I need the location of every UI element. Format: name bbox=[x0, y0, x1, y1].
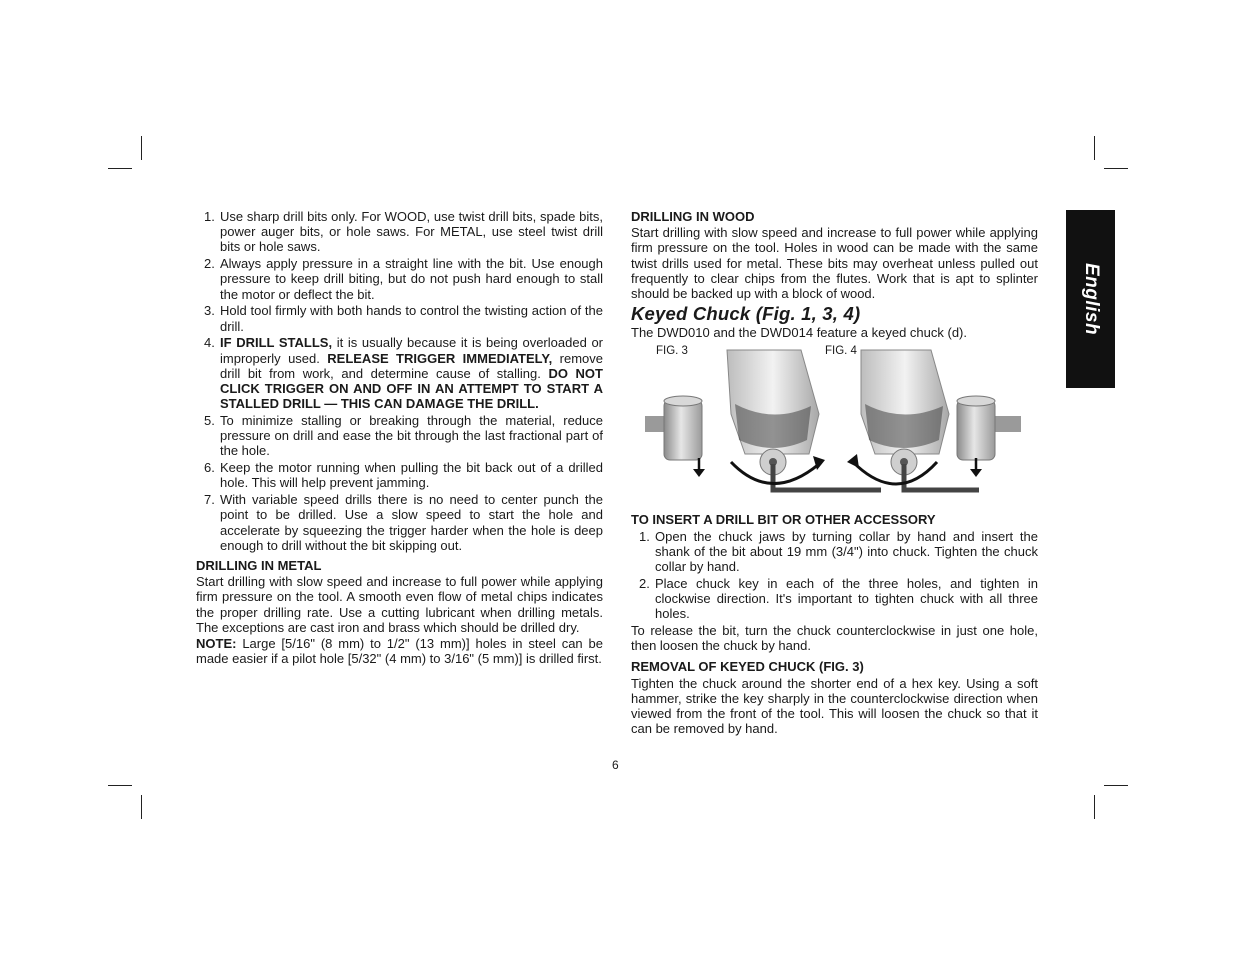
fig4-down-arrow-head bbox=[970, 469, 982, 477]
insert-bit-heading: TO INSERT A DRILL BIT OR OTHER ACCESSORY bbox=[631, 512, 936, 528]
fig4-rotation-arrow-head bbox=[847, 454, 859, 468]
crop-mark bbox=[1094, 136, 1095, 160]
crop-mark bbox=[141, 795, 142, 819]
fig3-cylinder bbox=[664, 400, 702, 460]
item-number: 4. bbox=[204, 335, 215, 351]
list-item bbox=[196, 492, 603, 553]
item-number: 2. bbox=[639, 575, 650, 591]
keyed-chuck-intro: The DWD010 and the DWD014 feature a keyed chuck (d). bbox=[631, 325, 967, 341]
item-text: Hold tool firmly with both hands to control the twisting action of the drill. bbox=[220, 303, 603, 334]
crop-mark bbox=[108, 168, 132, 169]
item-text: Use sharp drill bits only. For WOOD, use twist drill bits, spade bits, power auger bits, or hole saws. For METAL, use steel twist drill bits or hole saws. bbox=[220, 209, 603, 255]
language-tab bbox=[1066, 210, 1115, 388]
item-text: it is usually because it is being overloaded or improperly used. bbox=[220, 335, 604, 366]
crop-mark bbox=[1104, 168, 1128, 169]
fig4-cylinder bbox=[957, 400, 995, 460]
item-text: Open the chuck jaws by turning collar by hand and insert the shank of the bit about 19 mm (3/4") into chuck. Tighten the chuck collar by hand. bbox=[655, 528, 1038, 575]
fig4-drawing bbox=[847, 350, 1021, 490]
removal-heading: REMOVAL OF KEYED CHUCK (FIG. 3) bbox=[631, 659, 864, 675]
item-number: 5. bbox=[204, 413, 215, 429]
item-text: Keep the motor running when pulling the bit back out of a drilled hole. This will help prevent jamming. bbox=[220, 460, 603, 491]
chuck-figures bbox=[631, 344, 1038, 509]
item-number: 6. bbox=[204, 460, 215, 476]
item-text: Always apply pressure in a straight line with the bit. Use enough pressure to keep drill biting, but do not push hard enough to stall the motor or deflect the bit. bbox=[220, 256, 603, 302]
list-item bbox=[196, 413, 603, 459]
list-item bbox=[196, 209, 603, 255]
drilling-in-metal-text: Start drilling with slow speed and increase to full power while applying firm pressure on the tool. A smooth even flow of metal chips indicates the proper drilling rate. Use a cutting lubricant when drilling metals. The exceptions are cast iron and brass which should be drilled dry. bbox=[196, 574, 603, 635]
item-text: To minimize stalling or breaking through the material, reduce pressure on drill and ease the bit through the last fractional part of the hole. bbox=[220, 413, 603, 459]
item-number: 2. bbox=[204, 256, 215, 272]
keyed-chuck-illustration bbox=[631, 344, 1038, 509]
list-item bbox=[196, 256, 603, 302]
list-item bbox=[196, 335, 603, 411]
list-item bbox=[631, 576, 1038, 622]
insert-bit-list bbox=[631, 529, 1038, 622]
item-warning-text: DO NOT CLICK TRIGGER ON AND OFF IN AN ATTEMPT TO START A STALLED DRILL — THIS CAN DAMAGE THE DRILL. bbox=[220, 365, 603, 412]
drilling-in-wood-heading: DRILLING IN WOOD bbox=[631, 209, 755, 224]
right-column bbox=[631, 209, 1038, 736]
drilling-in-wood-text: Start drilling with slow speed and increase to full power while applying firm pressure on the tool. Holes in wood can be made with the same twist drills used for metal. These bits may overheat unless pulled out frequently to clear chips from the flutes. Work that is apt to splinter should be backed up with a block of wood. bbox=[631, 225, 1038, 302]
release-bit-text: To release the bit, turn the chuck counterclockwise in just one hole, then loosen the chuck by hand. bbox=[631, 623, 1038, 654]
item-text-bold: IF DRILL STALLS, bbox=[220, 335, 333, 351]
item-text: remove drill bit from work, and determine cause of stalling. bbox=[220, 350, 603, 381]
item-number: 1. bbox=[204, 209, 215, 224]
item-text: Place chuck key in each of the three holes, and tighten in clockwise direction. It's important to tighten chuck with all three holes. bbox=[655, 575, 1038, 622]
crop-mark bbox=[141, 136, 142, 160]
crop-mark bbox=[108, 785, 132, 786]
note-paragraph bbox=[196, 636, 603, 666]
list-item bbox=[196, 303, 603, 333]
page-number: 6 bbox=[612, 758, 619, 772]
item-number: 3. bbox=[204, 303, 215, 319]
note-text: Large [5/16" (8 mm) to 1/2" (13 mm)] holes in steel can be made easier if a pilot hole [5/32" (4 mm) to 3/16" (5 mm)] is drilled first. bbox=[196, 636, 603, 667]
list-item bbox=[631, 529, 1038, 575]
fig4-cylinder-top bbox=[957, 396, 995, 406]
removal-text: Tighten the chuck around the shorter end of a hex key. Using a soft hammer, strike the key sharply in the counterclockwise direction when viewed from the front of the tool. This will loosen the chuck so that it can be removed by hand. bbox=[631, 675, 1038, 737]
drilling-in-metal-heading: DRILLING IN METAL bbox=[196, 558, 322, 574]
fig4-label: FIG. 4 bbox=[825, 345, 857, 358]
keyed-chuck-title: Keyed Chuck (Fig. 1, 3, 4) bbox=[631, 303, 861, 325]
item-text-bold: RELEASE TRIGGER IMMEDIATELY, bbox=[327, 350, 553, 366]
crop-mark bbox=[1104, 785, 1128, 786]
fig3-hex-key bbox=[773, 464, 881, 490]
note-label: NOTE: bbox=[196, 636, 237, 652]
item-text: With variable speed drills there is no need to center punch the point to be drilled. Use a slow speed to start the hole and accelerate by squeezing the trigger harder when the hole is deep enough to drill without the bit skipping out. bbox=[220, 492, 603, 553]
language-tab-label: English bbox=[1080, 262, 1102, 336]
list-item bbox=[196, 460, 603, 490]
fig3-down-arrow-head bbox=[693, 469, 705, 477]
item-number: 1. bbox=[639, 528, 650, 544]
left-column bbox=[196, 209, 603, 666]
fig3-label: FIG. 3 bbox=[656, 345, 688, 358]
item-number: 7. bbox=[204, 492, 215, 508]
drilling-tips-list bbox=[196, 209, 603, 553]
crop-mark bbox=[1094, 795, 1095, 819]
fig3-cylinder-top bbox=[664, 396, 702, 406]
fig3-drawing bbox=[645, 350, 881, 490]
